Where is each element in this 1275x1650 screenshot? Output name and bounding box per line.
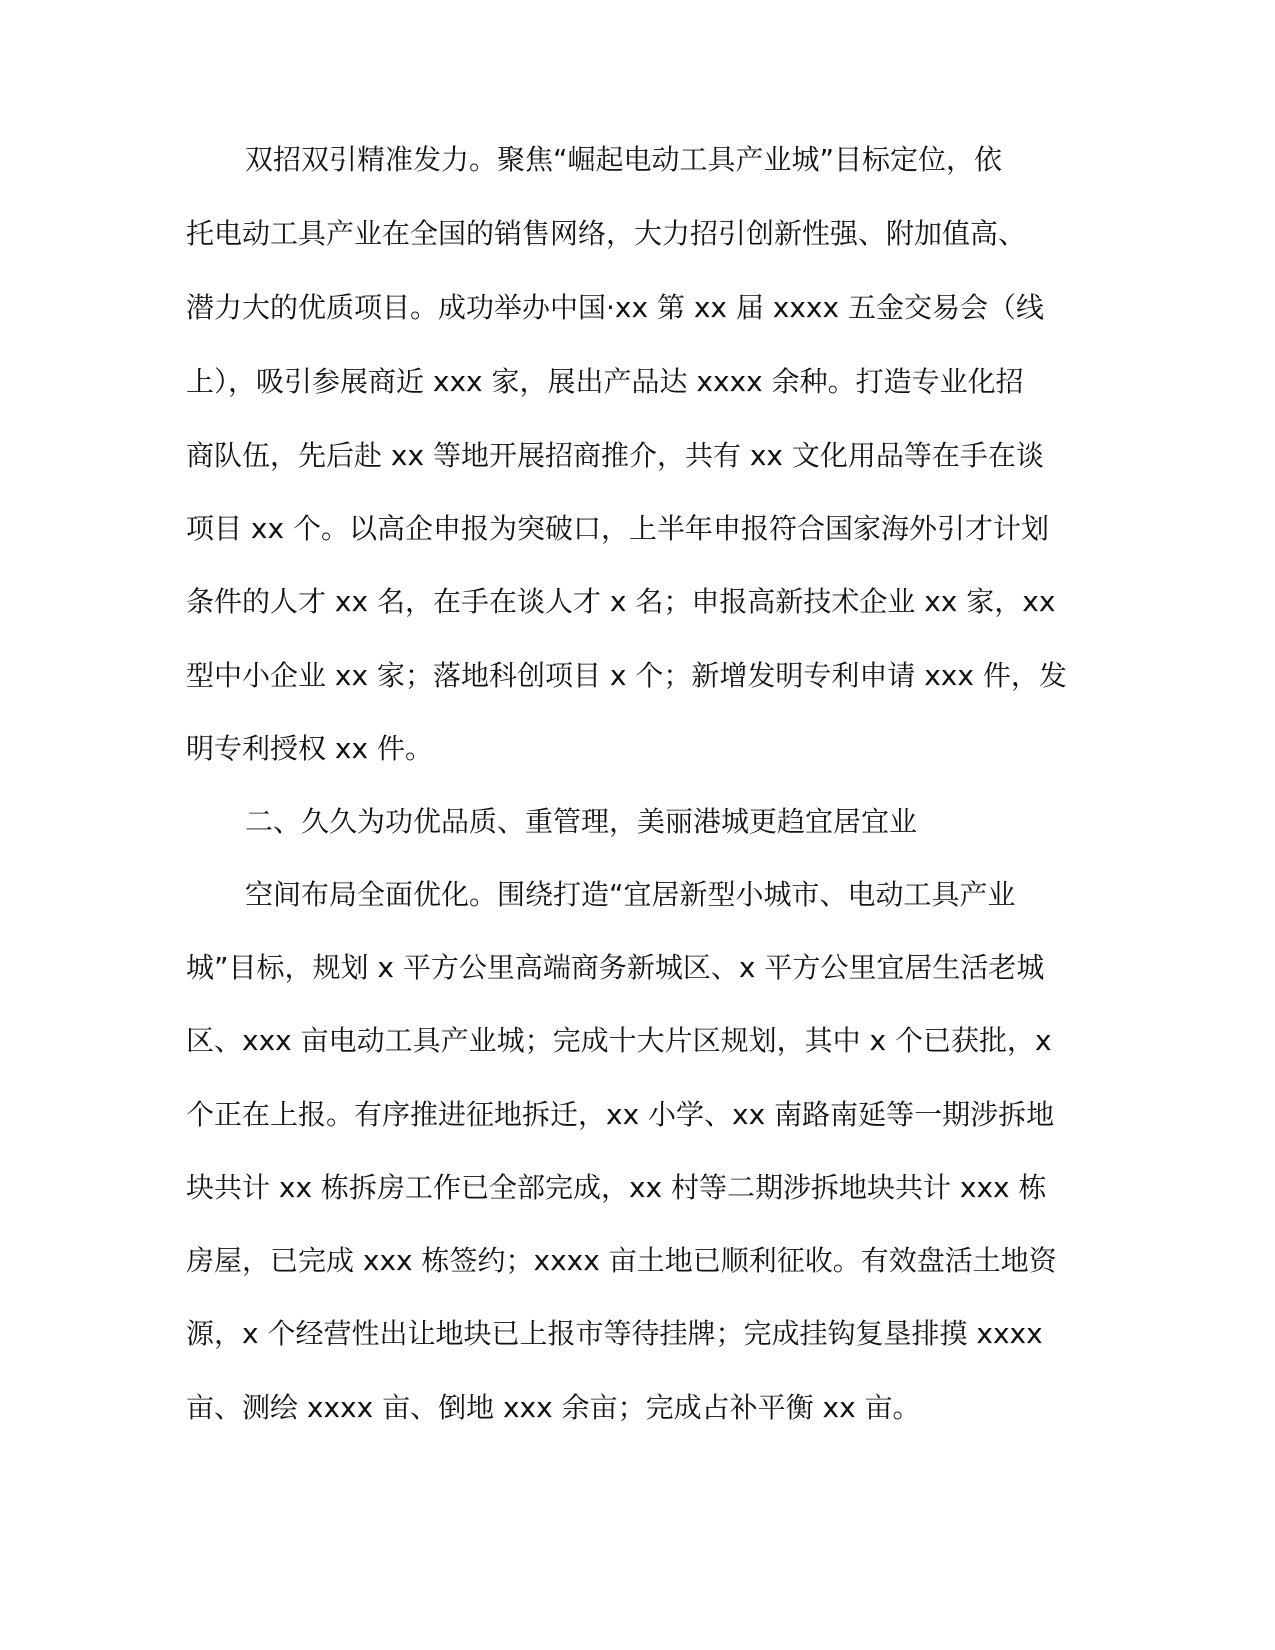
- paragraph-2-line-5: 块共计 xx 栋拆房工作已全部完成，xx 村等二期涉拆地块共计 xxx 栋: [186, 1171, 1047, 1204]
- paragraph-2-line-7: 源，x 个经营性出让地块已上报市等待挂牌；完成挂钩复垦排摸 xxxx: [186, 1317, 1043, 1350]
- paragraph-1-line-5: 商队伍，先后赴 xx 等地开展招商推介，共有 xx 文化用品等在手在谈: [186, 439, 1044, 472]
- paragraph-1-line-8: 型中小企业 xx 家；落地科创项目 x 个；新增发明专利申请 xxx 件，发: [186, 659, 1067, 692]
- paragraph-2-line-3: 区、xxx 亩电动工具产业城；完成十大片区规划，其中 x 个已获批，x: [186, 1024, 1052, 1057]
- paragraph-1-line-1: 双招双引精准发力。聚焦“崛起电动工具产业城”目标定位，依: [245, 143, 1003, 176]
- section-heading: 二、久久为功优品质、重管理，美丽港城更趋宜居宜业: [245, 805, 918, 838]
- paragraph-1-line-2: 托电动工具产业在全国的销售网络，大力招引创新性强、附加值高、: [186, 217, 1027, 250]
- paragraph-1-line-3: 潜力大的优质项目。成功举办中国·xx 第 xx 届 xxxx 五金交易会（线: [186, 291, 1044, 324]
- paragraph-1-line-7: 条件的人才 xx 名，在手在谈人才 x 名；申报高新技术企业 xx 家，xx: [186, 585, 1056, 618]
- paragraph-1-line-4: 上），吸引参展商近 xxx 家，展出产品达 xxxx 余种。打造专业化招: [186, 365, 1024, 398]
- paragraph-1-line-6: 项目 xx 个。以高企申报为突破口，上半年申报符合国家海外引才计划: [186, 512, 1049, 545]
- paragraph-2-line-6: 房屋，已完成 xxx 栋签约；xxxx 亩土地已顺利征收。有效盘活土地资: [186, 1244, 1057, 1277]
- paragraph-2-line-4: 个正在上报。有序推进征地拆迁，xx 小学、xx 南路南延等一期涉拆地: [186, 1098, 1055, 1131]
- paragraph-2-line-2: 城”目标，规划 x 平方公里高端商务新城区、x 平方公里宜居生活老城: [186, 951, 1045, 984]
- paragraph-2-line-8: 亩、测绘 xxxx 亩、倒地 xxx 余亩；完成占补平衡 xx 亩。: [186, 1391, 921, 1424]
- paragraph-2-line-1: 空间布局全面优化。围绕打造“宜居新型小城市、电动工具产业: [245, 878, 1016, 911]
- paragraph-1-line-9: 明专利授权 xx 件。: [186, 732, 433, 765]
